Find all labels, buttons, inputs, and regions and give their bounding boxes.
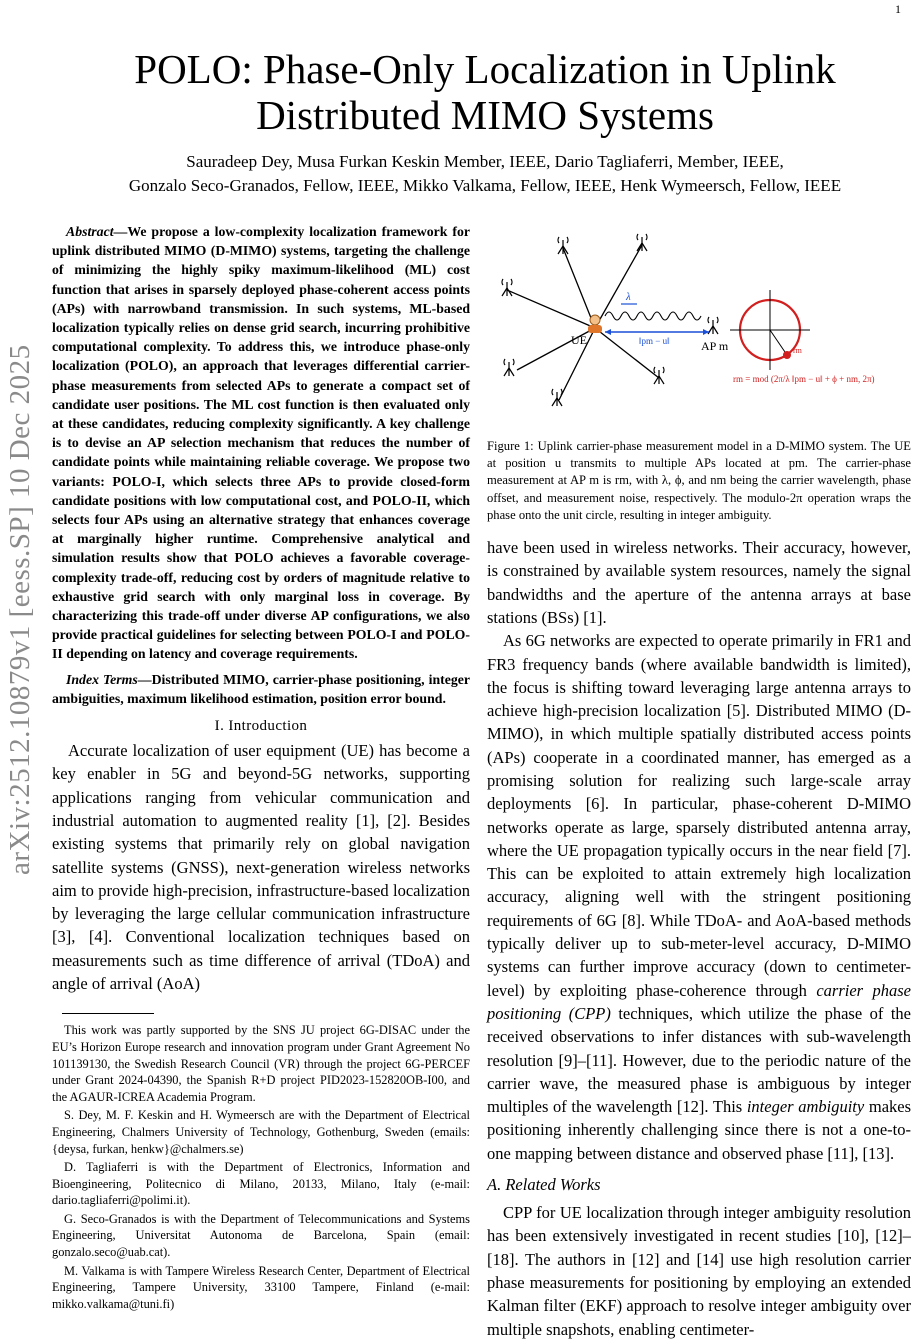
system-model-diagram <box>487 220 911 432</box>
section-heading-introduction: I. Introduction <box>214 718 308 735</box>
figure-1 <box>487 220 911 432</box>
subsection-heading-related-works: A. Related Works <box>487 1175 601 1195</box>
left-column <box>52 222 470 1314</box>
intro-paragraph: Accurate localization of user equipment (UE) has become a key enabler in 5G and beyond-5G networks, supporting applications ranging from vehicular communication and industrial automation to augmented reality [1], [2]. Besides existing systems that primarily rely on global navigation satellite systems (GNSS), next-generation wireless networks aim to provide high-precision, infrastructure-based localization by leveraging the large cellular communication infrastructure [3], [4]. Conventional localization techniques based on measurements such as time difference of arrival (TDoA) and angle of arrival (AoA) <box>52 741 470 994</box>
index-terms <box>52 670 470 708</box>
ue-user-icon <box>588 315 602 333</box>
footnote-affiliation-chalmers: S. Dey, M. F. Keskin and H. Wymeersch are with the Department of Electrical Engineering, Chalmers University of Technology, Gothenburg, Sweden (emails: {deysa, furkan, henkw}@chalmers.se) <box>52 1108 470 1156</box>
footnote-affiliation-tampere: M. Valkama is with Tampere Wireless Research Center, Department of Electrical Engineering, Tampere University, 33100 Tampere, Finland (e-mail: mikko.valkama@tuni.fi) <box>52 1263 470 1311</box>
unit-circle-diagram <box>730 290 810 370</box>
footnote-affiliation-uab: G. Seco-Granados is with the Department of Telecommunications and Systems Engineering, Universitat Autonoma de Barcelona, Spain (email: gonzalo.seco@uab.cat). <box>52 1211 470 1260</box>
ap-antenna-icon <box>502 234 718 406</box>
paragraph-continued: have been used in wireless networks. Their accuracy, however, is constrained by available system resources, namely the signal bandwidths and the aperture of the antenna arrays at base stations (BSs) [1]. <box>487 538 911 627</box>
distance-label: ‖pm − u‖ <box>639 336 670 346</box>
figure-1-caption: Figure 1: Uplink carrier-phase measurement model in a D-MIMO system. The UE at position u transmits to multiple APs located at pm. The carrier-phase measurement at AP m is rm, with λ, ϕ, and nm being the carrier wavelength, phase offset, and measurement noise, respectively. The modulo-2π operation wraps the phase onto the unit circle, resulting in integer ambiguity. <box>487 439 911 522</box>
emphasis-cpp: carrier phase positioning (CPP) <box>487 980 911 1023</box>
abstract <box>52 222 470 664</box>
phase-label: rm <box>793 346 802 355</box>
ap-m-label: AP m <box>701 339 729 353</box>
paragraph-related-works: CPP for UE localization through integer ambiguity resolution has been extensively investigated in recent studies [10], [12]–[18]. The authors in [12] and [14] use high resolution carrier phase measurements for positioning by employing an extended Kalman filter (EKF) approach to resolve integer ambiguity over multiple snapshots, enabling centimeter- <box>487 1203 911 1339</box>
footnote-rule <box>62 1013 154 1014</box>
phase-equation: rm = mod (2π/λ ‖pm − u‖ + ϕ + nm, 2π) <box>733 374 875 384</box>
arxiv-watermark: arXiv:2512.10879v1 [eess.SP] 10 Dec 2025 <box>4 344 36 875</box>
paper-title: POLO: Phase-Only Localization in Uplink Distributed MIMO Systems <box>134 46 836 138</box>
index-terms-text: —Distributed MIMO, carrier-phase positioning, integer ambiguities, maximum likelihood estimation, position error bound. <box>52 671 471 706</box>
right-column <box>487 220 911 1341</box>
carrier-wave <box>605 312 701 320</box>
ue-label: UE <box>571 333 587 347</box>
author-list <box>60 150 910 198</box>
paragraph-6g-dmimo-part-b: techniques, which utilize the phase of the received observations to infer distances with sub-wavelength resolution [9]–[11]. However, due to the periodic nature of the carrier wave, the measured phase is ambiguous by integer multiples of the wavelength [12]. This <box>487 1003 911 1117</box>
paragraph-6g-dmimo <box>487 629 911 1165</box>
emphasis-integer-ambiguity: integer ambiguity <box>746 1097 865 1117</box>
abstract-lead: Abstract <box>66 224 114 239</box>
page-number: 1 <box>895 2 901 16</box>
author-line-1: Sauradeep Dey, Musa Furkan Keskin Member, IEEE, Dario Tagliaferri, Member, IEEE, <box>186 152 784 171</box>
abstract-text: —We propose a low-complexity localization framework for uplink distributed MIMO (D-MIMO) systems, targeting the challenge of minimizing the highly spiky maximum-likelihood (ML) cost function that arises in sparsely deployed phase-coherent access points (APs) with narrowband transmission. In such systems, ML-based localization typically relies on dense grid search, incurring prohibitive computational complexity. To address this, we introduce phase-only localization (POLO), an approach that leverages differential carrier-phase measurements from selected APs to generate a compact set of candidate user positions. The ML cost function is then evaluated only at these candidates, reducing complexity significantly. A key challenge is to devise an AP selection mechanism that reduces the number of candidate points while maintaining reliable coverage. We propose two variants: POLO-I, which selects three APs to provide closed-form candidate positions with low computational cost, and POLO-II, which selects four APs using an alternative strategy that enhances coverage at marginally higher runtime. Comprehensive analytical and simulation results show that POLO achieves a favorable coverage-complexity trade-off, reducing cost by orders of magnitude relative to exhaustive grid search with only marginal loss in coverage. By characterizing this trade-off under diverse AP configurations, we also provide practical guidelines for selecting between POLO-I and POLO-II depending on latency and coverage requirements. <box>52 224 470 662</box>
index-terms-lead: Index Terms <box>66 671 138 687</box>
wavelength-label: λ <box>626 291 631 303</box>
author-line-2: Gonzalo Seco-Granados, Fellow, IEEE, Mikko Valkama, Fellow, IEEE, Henk Wymeersch, Fellow, IEEE <box>128 176 842 195</box>
paragraph-6g-dmimo-part-c: makes positioning inherently challenging since there is not a one-to-one mapping between distance and observed phase [11], [13]. <box>487 1097 911 1163</box>
paragraph-6g-dmimo-part-a: As 6G networks are expected to operate primarily in FR1 and FR3 frequency bands (where available bandwidth is limited), the focus is shifting toward leveraging large antenna arrays to achieve high-precision localization [5]. Distributed MIMO (D-MIMO), in which multiple spatially distributed access points (APs) cooperate in a coordinated manner, has emerged as a promising solution for realizing such large-scale array deployments [6]. In particular, phase-coherent D-MIMO networks operate as large, sparsely distributed antenna array, where the UE propagation typically occurs in the near field [7]. This can be exploited to attain extremely high localization accuracy, aligning well with the stringent positioning requirements of 6G [8]. While TDoA- and AoA-based methods typically deliver up to sub-meter-level accuracy, D-MIMO systems can further improve accuracy (down to centimeter-level) by exploiting phase-coherence through <box>487 631 911 1000</box>
footnote-funding: This work was partly supported by the SNS JU project 6G-DISAC under the EU’s Horizon Europe research and innovation program under Grant Agreement No 101139130, the Swedish Research Council (VR) through the project 6G-PERCEF under Grant 2024-04390, the Spanish R+D project PID2023-152820OB-I00, and the AGAUR-ICREA Academia Program. <box>52 1023 470 1104</box>
footnote-affiliation-polimi: D. Tagliaferri is with the Department of Electronics, Information and Bioengineering, Politecnico di Milano, 20133, Milano, Italy (e-mail: dario.tagliaferri@polimi.it). <box>52 1160 470 1208</box>
